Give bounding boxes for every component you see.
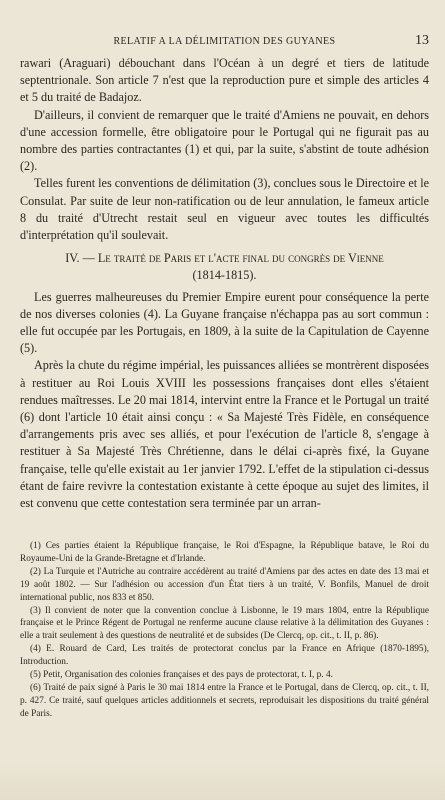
- running-head: [20, 33, 429, 52]
- paragraph-2: D'ailleurs, il convient de remarquer que le traité d'Amiens ne pouvait, en dehors d'une accession formelle, être obligatoire pour le Portugal qui ne figurait pas au nombre des parties contractantes (1) et qui, par la suite, s'abstint de toute adhésion (2).: [20, 107, 429, 174]
- paragraph-5: Après la chute du régime impérial, les puissances alliées se montrèrent disposées à restituer au Roi Louis XVIII les possessions françaises dont elles s'étaient rendues maîtresses. Le 20 mai 1814, intervint entre la France et le Portugal un traité (6) dont l'article 10 était ainsi conçu : « Sa Majesté Très Fidèle, en conséquence d'arrangements pris avec ses alliés, et pour l'exécution de l'article 8, s'engage à restituer à Sa Majesté Très Chrétienne, dans le délai ci-après fixé, la Guyane française, telle qu'elle existait au 1er janvier 1792. L'effet de la stipulation ci-dessus étant de faire revivre la contestation existante à cette époque au sujet des limites, il est convenu que cette contestation sera terminée par un arran-: [20, 358, 429, 511]
- footnote-3: (3) Il convient de noter que la convention conclue à Lisbonne, le 19 mars 1804, entre la République française et le Prince Régent de Portugal ne renferme aucune clause relative à la délimitation des Guyanes : elle a trait seulement à des questions de neutralité et de subsides (De Clercq, op. cit., t. II, p. 86).: [20, 605, 429, 642]
- page-number: 13: [415, 33, 429, 48]
- section-title: IV. — Le traité de Paris et l'acte final du congrès de Vienne: [65, 251, 384, 266]
- body-text: [20, 55, 429, 512]
- footnotes: [20, 540, 429, 721]
- paragraph-3: Telles furent les conventions de délimitation (3), conclues sous le Directoire et le Consulat. Par suite de leur non-ratification ou de leur annulation, le fameux article 8 du traité d'Utrecht restait seul en vigueur avec toutes les difficultés d'interprétation qu'il soulevait.: [20, 176, 429, 243]
- running-head-title: RELATIF A LA DÉLIMITATION DES GUYANES: [113, 36, 336, 47]
- footnote-6: (6) Traité de paix signé à Paris le 30 mai 1814 entre la France et le Portugal, dans de Clercq, op. cit., t. II, p. 427. Ce traité, sauf quelques articles additionnels et secrets, reproduisait les dispositions du traité général de Paris.: [20, 682, 429, 719]
- footnote-4: (4) E. Rouard de Card, Les traités de protectorat conclus par la France en Afrique (1870-1895), Introduction.: [20, 644, 429, 668]
- footnote-1: (1) Ces parties étaient la République française, le Roi d'Espagne, la République batave, le Roi du Royaume-Uni de la Grande-Bretagne et d'Irlande.: [20, 541, 429, 564]
- section-heading: [20, 250, 429, 284]
- footnote-5: (5) Petit, Organisation des colonies françaises et des pays de protectorat, t. I, p. 4.: [30, 670, 333, 681]
- paragraph-1: rawari (Araguari) débouchant dans l'Océan à un degré et tiers de latitude septentrionale. Son article 7 n'est que la reproduction pure et simple des articles 4 et 5 du traité de Badajoz.: [20, 56, 429, 105]
- paragraph-4: Les guerres malheureuses du Premier Empire eurent pour conséquence la perte de nos diverses colonies (4). La Guyane française n'échappa pas au sort commun : elle fut occupée par les Portugais, en 1809, à la suite de la Capitulation de Cayenne (5).: [20, 289, 429, 356]
- footnote-2: (2) La Turquie et l'Autriche au contraire accédèrent au traité d'Amiens par des actes en date des 13 mai et 19 août 1802. — Sur l'adhésion ou accession d'un État tiers à un traité, V. Bonfils, Manuel de droit international public, nos 833 et 850.: [20, 566, 429, 603]
- paper-shading: [0, 760, 445, 800]
- section-dates: (1814-1815).: [192, 268, 257, 283]
